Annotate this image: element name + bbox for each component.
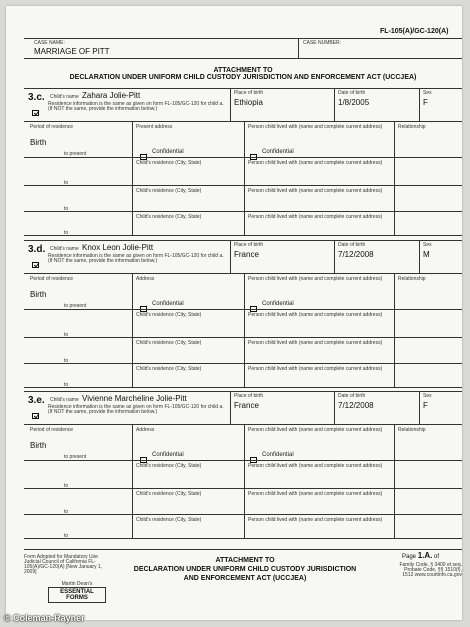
- same-residence-checkbox[interactable]: [32, 256, 39, 274]
- page-label: Page: [402, 554, 417, 560]
- address-label: Address: [136, 276, 155, 282]
- checkbox-checked-icon: [32, 110, 39, 116]
- item-number: 3.e.: [28, 395, 45, 406]
- child-section: [24, 391, 462, 541]
- childs-name-value: Vivienne Marcheline Jolie-Pitt: [82, 394, 187, 403]
- relationship-label: Relationship: [398, 276, 426, 282]
- place-of-birth-value: France: [234, 401, 259, 410]
- childs-residence-label: Child's residence (City, State): [136, 214, 202, 220]
- divider: [334, 88, 335, 121]
- divider: [24, 240, 462, 241]
- sex-value: F: [423, 98, 428, 107]
- divider: [244, 121, 245, 235]
- divider: [419, 240, 420, 273]
- divider: [132, 273, 133, 387]
- divider: [230, 88, 231, 121]
- footer-divider: [24, 549, 462, 550]
- person-lived-with-label: Person child lived with (name and complete current address): [248, 463, 383, 469]
- page-value: 1.A.: [417, 551, 433, 560]
- address-label: Present address: [136, 124, 173, 130]
- person-lived-with-label: Person child lived with (name and complete current address): [248, 491, 383, 497]
- divider: [419, 88, 420, 121]
- residence-note: Residence information is the same as given on form FL-105/GC-120 for child a. (If NOT the same, provide the information below.): [48, 253, 224, 264]
- to-text: to: [64, 332, 69, 338]
- place-of-birth-label: Place of birth: [234, 242, 264, 248]
- footer-title-2: DECLARATION UNDER UNIFORM CHILD CUSTODY JURISDICTION: [133, 566, 357, 573]
- brand-top: Martin Dean's: [61, 581, 93, 587]
- footer-title-1: ATTACHMENT TO: [215, 557, 275, 564]
- person-lived-with-label: Person child lived with (name and complete current address): [248, 188, 383, 194]
- divider: [24, 157, 462, 158]
- divider: [419, 391, 420, 424]
- sex-value: M: [423, 250, 430, 259]
- to-text: to: [64, 230, 69, 236]
- divider: [24, 391, 462, 392]
- childs-residence-label: Child's residence (City, State): [136, 366, 202, 372]
- case-name-value: MARRIAGE OF PITT: [34, 47, 110, 56]
- to-text: to: [64, 358, 69, 364]
- period-of-residence-label: Period of residence: [30, 427, 74, 433]
- childs-residence-label: Child's residence (City, State): [136, 517, 202, 523]
- childs-residence-label: Child's residence (City, State): [136, 312, 202, 318]
- divider: [24, 460, 462, 461]
- childs-residence-label: Child's residence (City, State): [136, 463, 202, 469]
- sex-label: Sex: [423, 90, 432, 96]
- divider: [230, 240, 231, 273]
- period-of-residence-label: Period of residence: [30, 276, 74, 282]
- to-present-text: to present: [64, 303, 87, 309]
- person-lived-with-label: Person child lived with (name and complete current address): [248, 340, 383, 346]
- date-of-birth-label: Date of birth: [338, 242, 366, 248]
- person-lived-with-label: Person child lived with (name and complete current address): [248, 160, 383, 166]
- divider: [24, 309, 462, 310]
- checkbox-checked-icon: [32, 262, 39, 268]
- footer-title-3: AND ENFORCEMENT ACT (UCCJEA): [183, 575, 307, 582]
- title-line-1: ATTACHMENT TO: [213, 67, 273, 74]
- childs-residence-label: Child's residence (City, State): [136, 188, 202, 194]
- to-present-text: to present: [64, 454, 87, 460]
- childs-name-value: Knox Leon Jolie-Pitt: [82, 243, 154, 252]
- divider: [334, 240, 335, 273]
- to-text: to: [64, 483, 69, 489]
- birth-text: Birth: [30, 441, 47, 450]
- item-number: 3.d.: [28, 244, 46, 255]
- to-text: to: [64, 206, 69, 212]
- essential-forms-logo: [48, 582, 106, 603]
- divider: [24, 514, 462, 515]
- divider: [394, 424, 395, 538]
- sex-label: Sex: [423, 242, 432, 248]
- divider: [334, 391, 335, 424]
- form-number: FL-105(A)/GC-120(A): [380, 28, 449, 35]
- date-of-birth-value: 1/8/2005: [338, 98, 370, 107]
- sex-value: F: [423, 401, 428, 410]
- page-indicator: [402, 551, 439, 560]
- person-lived-with-label: Person child lived with (name and complete current address): [248, 214, 383, 220]
- period-of-residence-label: Period of residence: [30, 124, 74, 130]
- address-label: Address: [136, 427, 155, 433]
- divider: [132, 121, 133, 235]
- divider: [24, 121, 462, 122]
- divider: [24, 488, 462, 489]
- page-of: of: [434, 554, 440, 560]
- birth-text: Birth: [30, 290, 47, 299]
- watermark: © Coleman-Rayner: [4, 613, 85, 623]
- confidential-label: Confidential: [152, 301, 184, 307]
- sex-label: Sex: [423, 393, 432, 399]
- divider: [132, 424, 133, 538]
- person-lived-with-label: Person child lived with (name and complete current address): [248, 312, 383, 318]
- divider: [24, 273, 462, 274]
- person-lived-with-label: Person child lived with (name and complete current address): [248, 366, 383, 372]
- divider: [24, 211, 462, 212]
- divider: [24, 235, 462, 236]
- brand-name: ESSENTIAL FORMS: [48, 587, 106, 603]
- childs-name-value: Zahara Jolie-Pitt: [82, 91, 141, 100]
- person-lived-with-label: Person child lived with (name and complete current address): [248, 124, 383, 130]
- place-of-birth-value: Ethiopia: [234, 98, 263, 107]
- to-text: to: [64, 382, 69, 388]
- title-line-2: DECLARATION UNDER UNIFORM CHILD CUSTODY JURISDICTION AND ENFORCEMENT ACT (UCCJEA): [69, 74, 417, 81]
- place-of-birth-label: Place of birth: [234, 393, 264, 399]
- relationship-label: Relationship: [398, 427, 426, 433]
- place-of-birth-label: Place of birth: [234, 90, 264, 96]
- person-lived-with-label: Person child lived with (name and complete current address): [248, 517, 383, 523]
- child-section: [24, 240, 462, 390]
- to-text: to: [64, 180, 69, 186]
- divider: [244, 273, 245, 387]
- case-name-label: CASE NAME:: [34, 40, 65, 46]
- divider: [24, 38, 462, 39]
- same-residence-checkbox[interactable]: [32, 104, 39, 122]
- to-present-text: to present: [64, 151, 87, 157]
- footer-left-text: Form Adopted for Mandatory Use Judicial Council of California FL-105(A)/GC-120(A) [New January 1, 2009]: [24, 554, 103, 575]
- divider: [24, 185, 462, 186]
- divider: [24, 337, 462, 338]
- person-lived-with-label: Person child lived with (name and complete current address): [248, 427, 383, 433]
- divider: [24, 387, 462, 388]
- case-number-label: CASE NUMBER:: [303, 40, 342, 46]
- childs-name-label: Child's name: [50, 94, 79, 100]
- footer-right-text: Family Code, § 3400 et seq. Probate Code, §§ 1510(f), 1512 www.courtinfo.ca.gov: [399, 562, 462, 578]
- date-of-birth-label: Date of birth: [338, 393, 366, 399]
- footer-title: [110, 556, 380, 583]
- confidential-label: Confidential: [262, 301, 294, 307]
- date-of-birth-value: 7/12/2008: [338, 250, 374, 259]
- divider: [24, 538, 462, 539]
- divider: [24, 88, 462, 89]
- child-section: [24, 88, 462, 238]
- divider: [394, 273, 395, 387]
- confidential-label: Confidential: [152, 452, 184, 458]
- relationship-label: Relationship: [398, 124, 426, 130]
- to-text: to: [64, 533, 69, 539]
- date-of-birth-value: 7/12/2008: [338, 401, 374, 410]
- birth-text: Birth: [30, 138, 47, 147]
- confidential-label: Confidential: [152, 149, 184, 155]
- confidential-label: Confidential: [262, 149, 294, 155]
- divider: [244, 424, 245, 538]
- divider: [394, 121, 395, 235]
- divider: [298, 38, 299, 58]
- page-title: [24, 67, 462, 81]
- checkbox-checked-icon: [32, 413, 39, 419]
- same-residence-checkbox[interactable]: [32, 407, 39, 425]
- childs-name-label: Child's name: [50, 397, 79, 403]
- person-lived-with-label: Person child lived with (name and complete current address): [248, 276, 383, 282]
- divider: [230, 391, 231, 424]
- childs-residence-label: Child's residence (City, State): [136, 491, 202, 497]
- divider: [24, 424, 462, 425]
- divider: [24, 58, 462, 59]
- date-of-birth-label: Date of birth: [338, 90, 366, 96]
- residence-note: Residence information is the same as given on form FL-105/GC-120 for child a. (If NOT the same, provide the information below.): [48, 101, 224, 112]
- item-number: 3.c.: [28, 92, 45, 103]
- to-text: to: [64, 509, 69, 515]
- residence-note: Residence information is the same as given on form FL-105/GC-120 for child a. (If NOT the same, provide the information below.): [48, 404, 224, 415]
- childs-residence-label: Child's residence (City, State): [136, 160, 202, 166]
- place-of-birth-value: France: [234, 250, 259, 259]
- divider: [24, 363, 462, 364]
- childs-residence-label: Child's residence (City, State): [136, 340, 202, 346]
- confidential-label: Confidential: [262, 452, 294, 458]
- childs-name-label: Child's name: [50, 246, 79, 252]
